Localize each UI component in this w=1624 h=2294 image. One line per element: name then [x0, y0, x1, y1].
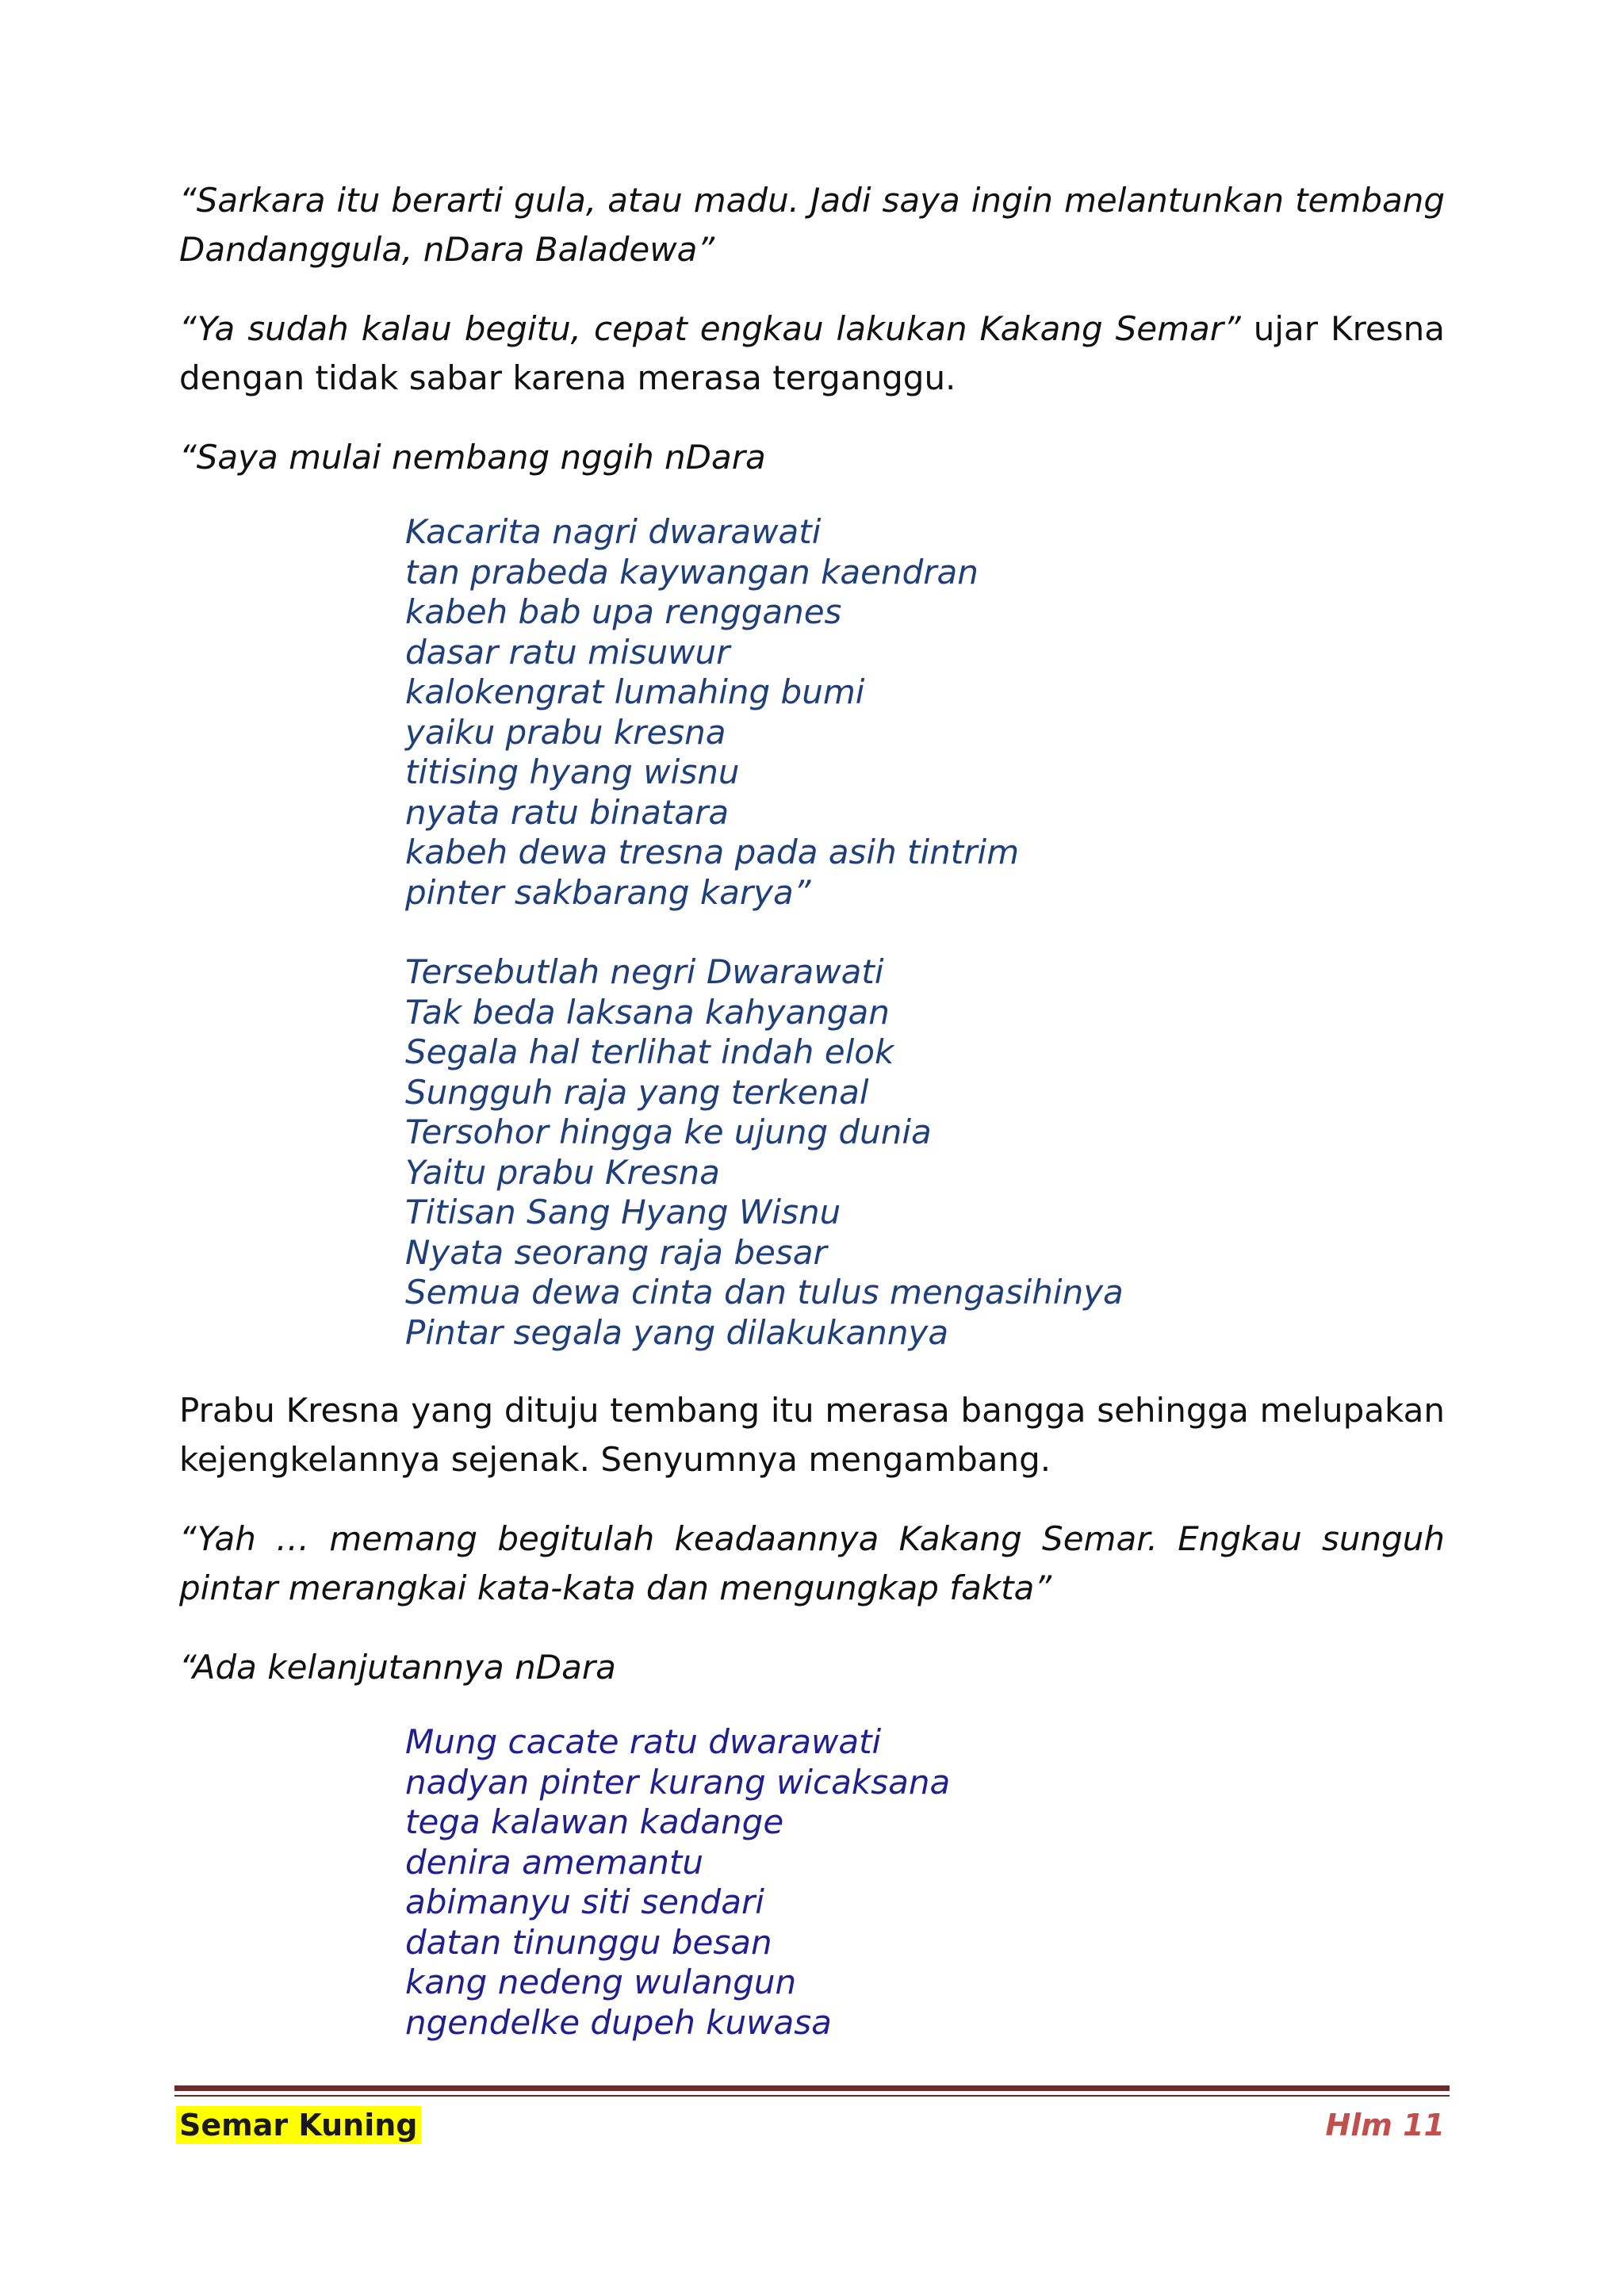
verse-javanese-2 — [405, 1722, 1445, 2043]
verse-line: kabeh bab upa rengganes — [405, 592, 842, 631]
verse-line: datan tinunggu besan — [405, 1922, 772, 1962]
verse-line: kabeh dewa tresna pada asih tintrim — [405, 833, 1020, 871]
verse-line: nadyan pinter kurang wicaksana — [405, 1762, 951, 1802]
verse-line: kang nedeng wulangun — [405, 1963, 797, 2001]
stanza-gap — [405, 913, 1445, 952]
paragraph-ada-kelanjutannya: “Ada kelanjutannya nDara — [179, 1648, 616, 1687]
verse-line: denira amemantu — [405, 1842, 703, 1882]
verse-line: Pintar segala yang dilakukannya — [405, 1312, 949, 1352]
verse-line: Tak beda laksana kahyangan — [405, 992, 890, 1032]
verse-line: abimanyu siti sendari — [405, 1882, 764, 1921]
verse-javanese-1 — [405, 512, 1445, 1353]
paragraph-prabu-kresna: Prabu Kresna yang dituju tembang itu merasa bangga sehingga melupakan kejengkelannya sejenak. Senyumnya mengambang. — [179, 1391, 1445, 1479]
verse-line: nyata ratu binatara — [405, 792, 730, 832]
verse-line: ngendelke dupeh kuwasa — [405, 2002, 832, 2042]
verse-line: Titisan Sang Hyang Wisnu — [405, 1193, 841, 1231]
paragraph-saya-mulai: “Saya mulai nembang nggih nDara — [179, 438, 766, 477]
paragraph-ya-sudah — [179, 304, 1445, 403]
verse-line: pinter sakbarang karya” — [405, 872, 811, 912]
footer-rule — [174, 2085, 1450, 2091]
verse-line: tega kalawan kadange — [405, 1802, 784, 1841]
verse-line: titising hyang wisnu — [405, 753, 740, 791]
verse-line: Sungguh raja yang terkenal — [405, 1072, 869, 1112]
verse-line: kalokengrat lumahing bumi — [405, 672, 865, 711]
verse-line: Mung cacate ratu dwarawati — [405, 1722, 882, 1761]
verse-line: Tersebutlah negri Dwarawati — [405, 952, 884, 991]
verse-line: Nyata seorang raja besar — [405, 1232, 827, 1272]
footer-page-number: Hlm 11 — [1325, 2108, 1445, 2143]
verse-line: yaiku prabu kresna — [405, 712, 726, 752]
paragraph-sarkara: “Sarkara itu berarti gula, atau madu. Jadi saya ingin melantunkan tembang Dandanggula, nDara Baladewa” — [179, 181, 1445, 269]
verse-line: Kacarita nagri dwarawati — [405, 512, 822, 551]
footer-book-title: Semar Kuning — [176, 2106, 421, 2144]
footer-rule-thin — [174, 2095, 1450, 2097]
verse-line: dasar ratu misuwur — [405, 632, 730, 672]
page-content — [179, 176, 1445, 2076]
verse-line: Tersohor hingga ke ujung dunia — [405, 1113, 932, 1151]
verse-line: Semua dewa cinta dan tulus mengasihinya — [405, 1273, 1124, 1312]
dialogue-quote: “Ya sudah kalau begitu, cepat engkau lakukan Kakang Semar” — [179, 309, 1241, 348]
verse-line: Yaitu prabu Kresna — [405, 1152, 720, 1192]
verse-line: Segala hal terlihat indah elok — [405, 1032, 894, 1071]
paragraph-yah: “Yah … memang begitulah keadaannya Kakang Semar. Engkau sunguh pintar merangkai kata-kata dan mengungkap fakta” — [179, 1519, 1445, 1607]
narration-text: ujar Kresna dengan tidak sabar karena merasa terganggu. — [179, 309, 1445, 397]
verse-line: tan prabeda kaywangan kaendran — [405, 552, 979, 592]
